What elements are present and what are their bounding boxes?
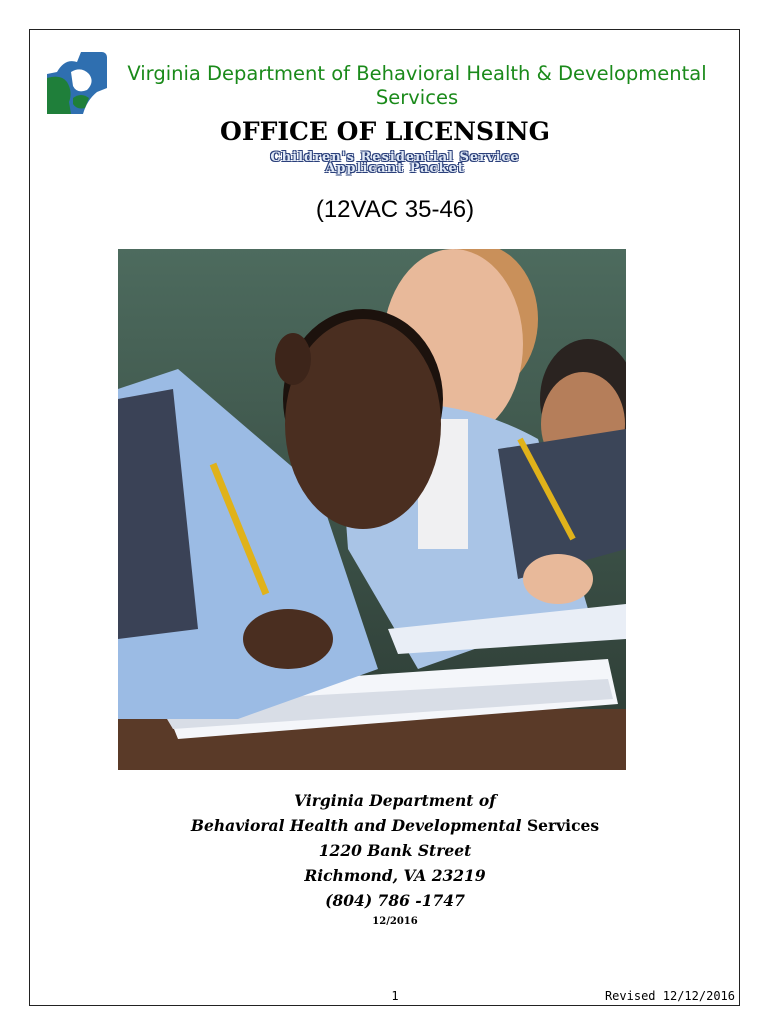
- office-title: OFFICE OF LICENSING: [220, 117, 550, 146]
- address-line2-services: Services: [526, 816, 600, 835]
- agency-name: [112, 62, 722, 110]
- publication-date: 12/2016: [372, 916, 418, 927]
- revision-date: Revised 12/12/2016: [604, 989, 735, 1003]
- agency-address-block: [0, 788, 770, 913]
- dbhds-logo-icon: [47, 52, 107, 114]
- address-line1: Virginia Department of: [294, 791, 496, 810]
- students-writing-photo: [118, 249, 626, 770]
- regulation-code: (12VAC 35-46): [315, 196, 475, 223]
- address-line2-italic: Behavioral Health and Developmental: [190, 816, 522, 835]
- address-street: 1220 Bank Street: [318, 841, 472, 860]
- agency-name-line1: Virginia Department of Behavioral Health & Developmental: [127, 62, 707, 85]
- subtitle-line1: Children's Residential Service: [270, 150, 520, 165]
- address-line2: [0, 813, 770, 838]
- page-number: 1: [391, 989, 399, 1003]
- address-city: Richmond, VA 23219: [304, 866, 486, 885]
- agency-name-line2: Services: [375, 86, 459, 109]
- subtitle-line2: Applicant Packet: [325, 161, 465, 176]
- packet-subtitle: [0, 152, 770, 174]
- address-phone: (804) 786 -1747: [325, 891, 465, 910]
